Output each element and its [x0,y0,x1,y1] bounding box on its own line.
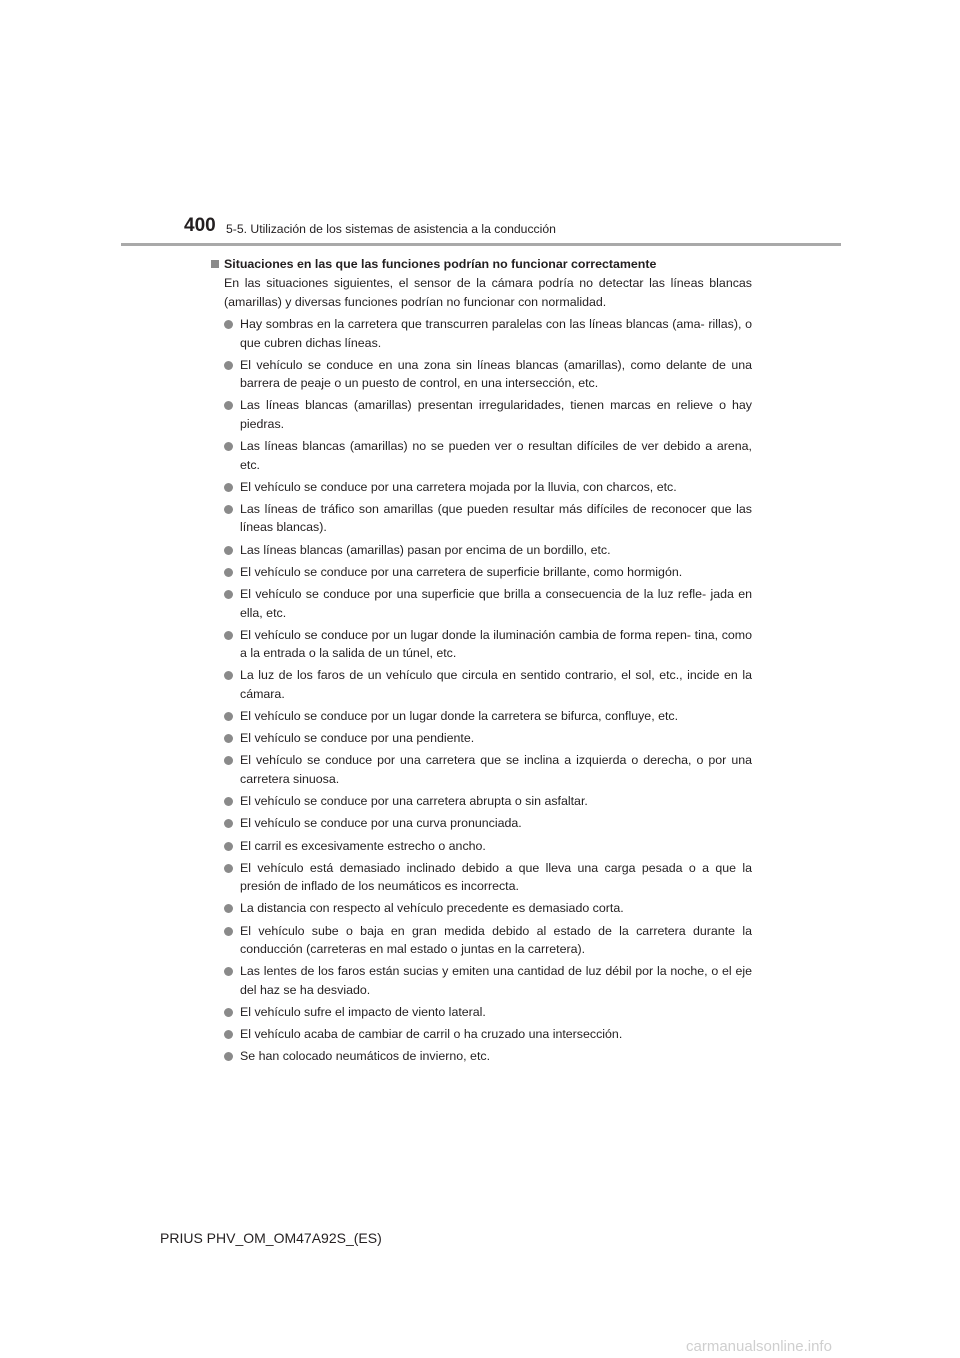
condition-list [210,315,752,1066]
intro-paragraph: En las situaciones siguientes, el sensor de la cámara podría no detectar las líneas blancas (amarillas) y diversas funciones podrían no funcionar con normalidad. [224,276,752,309]
list-item-text: Las líneas blancas (amarillas) no se pueden ver o resultan difíciles de ver debido a arena, etc. [240,439,752,472]
list-item-text: El carril es excesivamente estrecho o ancho. [240,838,486,853]
round-bullet-icon [224,671,233,680]
list-item-text: El vehículo se conduce por un lugar donde la iluminación cambia de forma repen- tina, como a la entrada o la salida de un túnel, etc. [240,627,752,661]
list-item [210,751,752,788]
list-item [210,666,752,703]
list-item-text: El vehículo se conduce por una curva pronunciada. [240,816,522,831]
round-bullet-icon [224,546,233,555]
list-item-text: Las lentes de los faros están sucias y emiten una cantidad de luz débil por la noche, o el eje del haz se ha desviado. [240,964,752,997]
round-bullet-icon [224,401,233,410]
round-bullet-icon [224,631,233,640]
round-bullet-icon [224,361,233,370]
list-item [210,859,752,896]
list-item-text: Las líneas blancas (amarillas) pasan por encima de un bordillo, etc. [240,542,611,557]
list-item-text: El vehículo se conduce por una superficie que brilla a consecuencia de la luz refle- jada en ella, etc. [240,587,752,620]
list-item-text: El vehículo se conduce por una carretera abrupta o sin asfaltar. [240,794,588,809]
round-bullet-icon [224,590,233,599]
list-item-text: El vehículo sube o baja en gran medida debido al estado de la carretera durante la conducción (carreteras en mal estado o juntas en la carretera). [240,923,752,957]
page-number: 400 [184,215,216,236]
list-item-text: La distancia con respecto al vehículo precedente es demasiado corta. [240,901,624,916]
round-bullet-icon [224,1030,233,1039]
list-item [210,437,752,474]
round-bullet-icon [224,1052,233,1061]
list-item [210,707,752,726]
list-item [210,356,752,393]
list-item-text: El vehículo sufre el impacto de viento lateral. [240,1004,486,1019]
list-item [210,814,752,833]
round-bullet-icon [224,1008,233,1017]
list-item-text: El vehículo acaba de cambiar de carril o ha cruzado una intersección. [240,1027,623,1042]
round-bullet-icon [224,756,233,765]
list-item-text: Se han colocado neumáticos de invierno, etc. [240,1049,491,1064]
list-item [210,729,752,748]
watermark: carmanualsonline.info [686,1338,832,1355]
round-bullet-icon [224,819,233,828]
list-item [210,563,752,582]
list-item [210,315,752,352]
round-bullet-icon [224,568,233,577]
list-item [210,396,752,433]
section-heading-text: Situaciones en las que las funciones podrían no funcionar correctamente [224,257,657,271]
header-divider [121,243,841,246]
round-bullet-icon [224,904,233,913]
square-bullet-icon [211,260,219,268]
list-item [210,837,752,856]
list-item [210,922,752,959]
list-item-text: El vehículo se conduce en una zona sin líneas blancas (amarillas), como delante de una barrera de peaje o un puesto de control, en una intersección, etc. [240,357,752,391]
list-item [210,626,752,663]
list-item-text: El vehículo está demasiado inclinado debido a que lleva una carga pesada o a que la presión de inflado de los neumáticos es incorrecta. [240,860,752,894]
list-item-text: Hay sombras en la carretera que transcurren paralelas con las líneas blancas (ama- rillas), o que cubren dichas líneas. [240,317,752,350]
section-heading [210,255,752,273]
round-bullet-icon [224,483,233,492]
list-item-text: Las líneas de tráfico son amarillas (que pueden resultar más difíciles de reconocer que las líneas blancas). [240,501,752,535]
document-code: PRIUS PHV_OM_OM47A92S_(ES) [160,1230,382,1246]
round-bullet-icon [224,797,233,806]
list-item [210,478,752,497]
list-item [210,962,752,999]
round-bullet-icon [224,967,233,976]
main-content [210,255,752,1070]
round-bullet-icon [224,864,233,873]
round-bullet-icon [224,712,233,721]
round-bullet-icon [224,505,233,514]
list-item [210,1025,752,1044]
round-bullet-icon [224,442,233,451]
list-item [210,585,752,622]
round-bullet-icon [224,842,233,851]
list-item-text: La luz de los faros de un vehículo que circula en sentido contrario, el sol, etc., incide en la cámara. [240,668,752,701]
round-bullet-icon [224,734,233,743]
list-item [210,1047,752,1066]
round-bullet-icon [224,927,233,936]
list-item [210,1003,752,1022]
list-item-text: El vehículo se conduce por una pendiente. [240,731,475,746]
list-item [210,500,752,537]
list-item-text: El vehículo se conduce por un lugar donde la carretera se bifurca, confluye, etc. [240,709,679,724]
list-item-text: Las líneas blancas (amarillas) presentan irregularidades, tienen marcas en relieve o hay piedras. [240,398,752,431]
section-title: 5-5. Utilización de los sistemas de asistencia a la conducción [226,222,556,236]
list-item-text: El vehículo se conduce por una carretera de superficie brillante, como hormigón. [240,564,683,579]
list-item [210,541,752,560]
list-item-text: El vehículo se conduce por una carretera mojada por la lluvia, con charcos, etc. [240,479,677,494]
list-item-text: El vehículo se conduce por una carretera que se inclina a izquierda o derecha, o por una carretera sinuosa. [240,753,752,786]
list-item [210,792,752,811]
list-item [210,899,752,918]
round-bullet-icon [224,320,233,329]
